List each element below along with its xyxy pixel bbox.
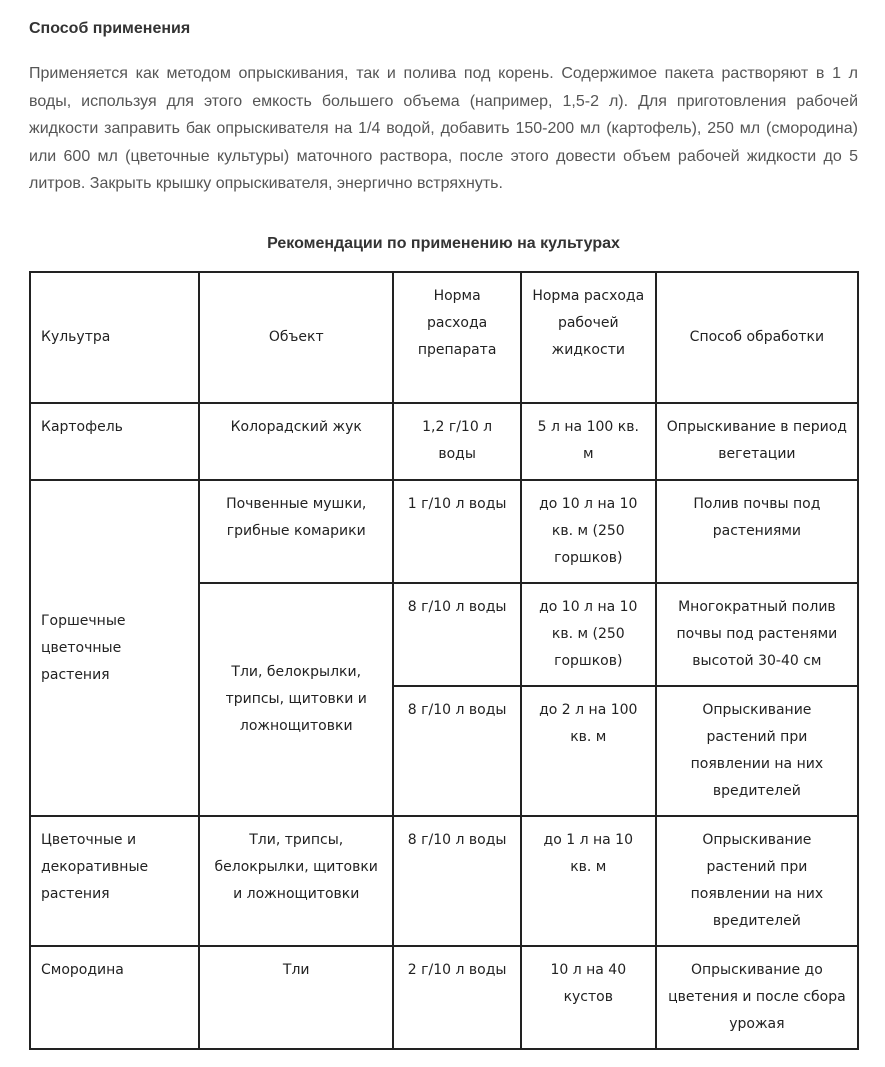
section-heading: Способ применения (29, 20, 191, 37)
cell-liquid: до 2 л на 100 кв. м (521, 686, 656, 816)
cell-liquid: 10 л на 40 кустов (521, 946, 656, 1049)
cell-dose: 1 г/10 л воды (393, 480, 520, 583)
table-row (30, 946, 858, 1049)
header-liquid: Норма расхода рабочей жидкости (521, 272, 656, 403)
cell-dose: 1,2 г/10 л воды (393, 403, 520, 480)
cell-culture: Смородина (30, 946, 199, 1049)
header-object: Объект (199, 272, 393, 403)
cell-liquid: до 10 л на 10 кв. м (250 горшков) (521, 583, 656, 686)
table-row (30, 403, 858, 480)
cell-liquid: до 1 л на 10 кв. м (521, 816, 656, 946)
cell-culture: Цветочные и декоративные растения (30, 816, 199, 946)
cell-object: Тли (199, 946, 393, 1049)
cell-liquid: до 10 л на 10 кв. м (250 горшков) (521, 480, 656, 583)
table-title: Рекомендации по применению на культурах (267, 235, 620, 252)
cell-method: Многократный полив почвы под растенями высотой 30-40 см (656, 583, 858, 686)
cell-method: Опрыскивание растений при появлении на них вредителей (656, 686, 858, 816)
cell-method: Опрыскивание до цветения и после сбора урожая (656, 946, 858, 1049)
table-header-row (30, 272, 858, 403)
cell-dose: 2 г/10 л воды (393, 946, 520, 1049)
table-row (30, 816, 858, 946)
cell-object: Тли, трипсы, белокрылки, щитовки и ложнощитовки (199, 816, 393, 946)
cell-culture: Картофель (30, 403, 199, 480)
cell-method: Опрыскивание растений при появлении на них вредителей (656, 816, 858, 946)
cell-dose: 8 г/10 л воды (393, 583, 520, 686)
table-row (30, 480, 858, 583)
header-method: Способ обработки (656, 272, 858, 403)
cell-dose: 8 г/10 л воды (393, 686, 520, 816)
cell-dose: 8 г/10 л воды (393, 816, 520, 946)
cell-object: Тли, белокрылки, трипсы, щитовки и ложнощитовки (199, 583, 393, 816)
header-culture: Кульутра (30, 272, 199, 403)
cell-method: Полив почвы под растениями (656, 480, 858, 583)
cell-object: Колорадский жук (199, 403, 393, 480)
cell-method: Опрыскивание в период вегетации (656, 403, 858, 480)
instructions-paragraph: Применяется как методом опрыскивания, так и полива под корень. Содержимое пакета растворяют в 1 л воды, используя для этого емкость большего объема (например, 1,5-2 л). Для приготовления рабочей жидкости заправить бак опрыскивателя на 1/4 водой, добавить 150-200 мл (картофель), 250 мл (смородина) или 600 мл (цветочные культуры) маточного раствора, после этого довести объем рабочей жидкости до 5 литров. Закрыть крышку опрыскивателя, энергично встряхнуть. (29, 65, 858, 192)
cell-culture: Горшечные цветочные растения (30, 480, 199, 816)
cell-liquid: 5 л на 100 кв. м (521, 403, 656, 480)
header-dose: Норма расхода препарата (393, 272, 520, 403)
cell-object: Почвенные мушки, грибные комарики (199, 480, 393, 583)
recommendations-table (29, 271, 859, 1050)
